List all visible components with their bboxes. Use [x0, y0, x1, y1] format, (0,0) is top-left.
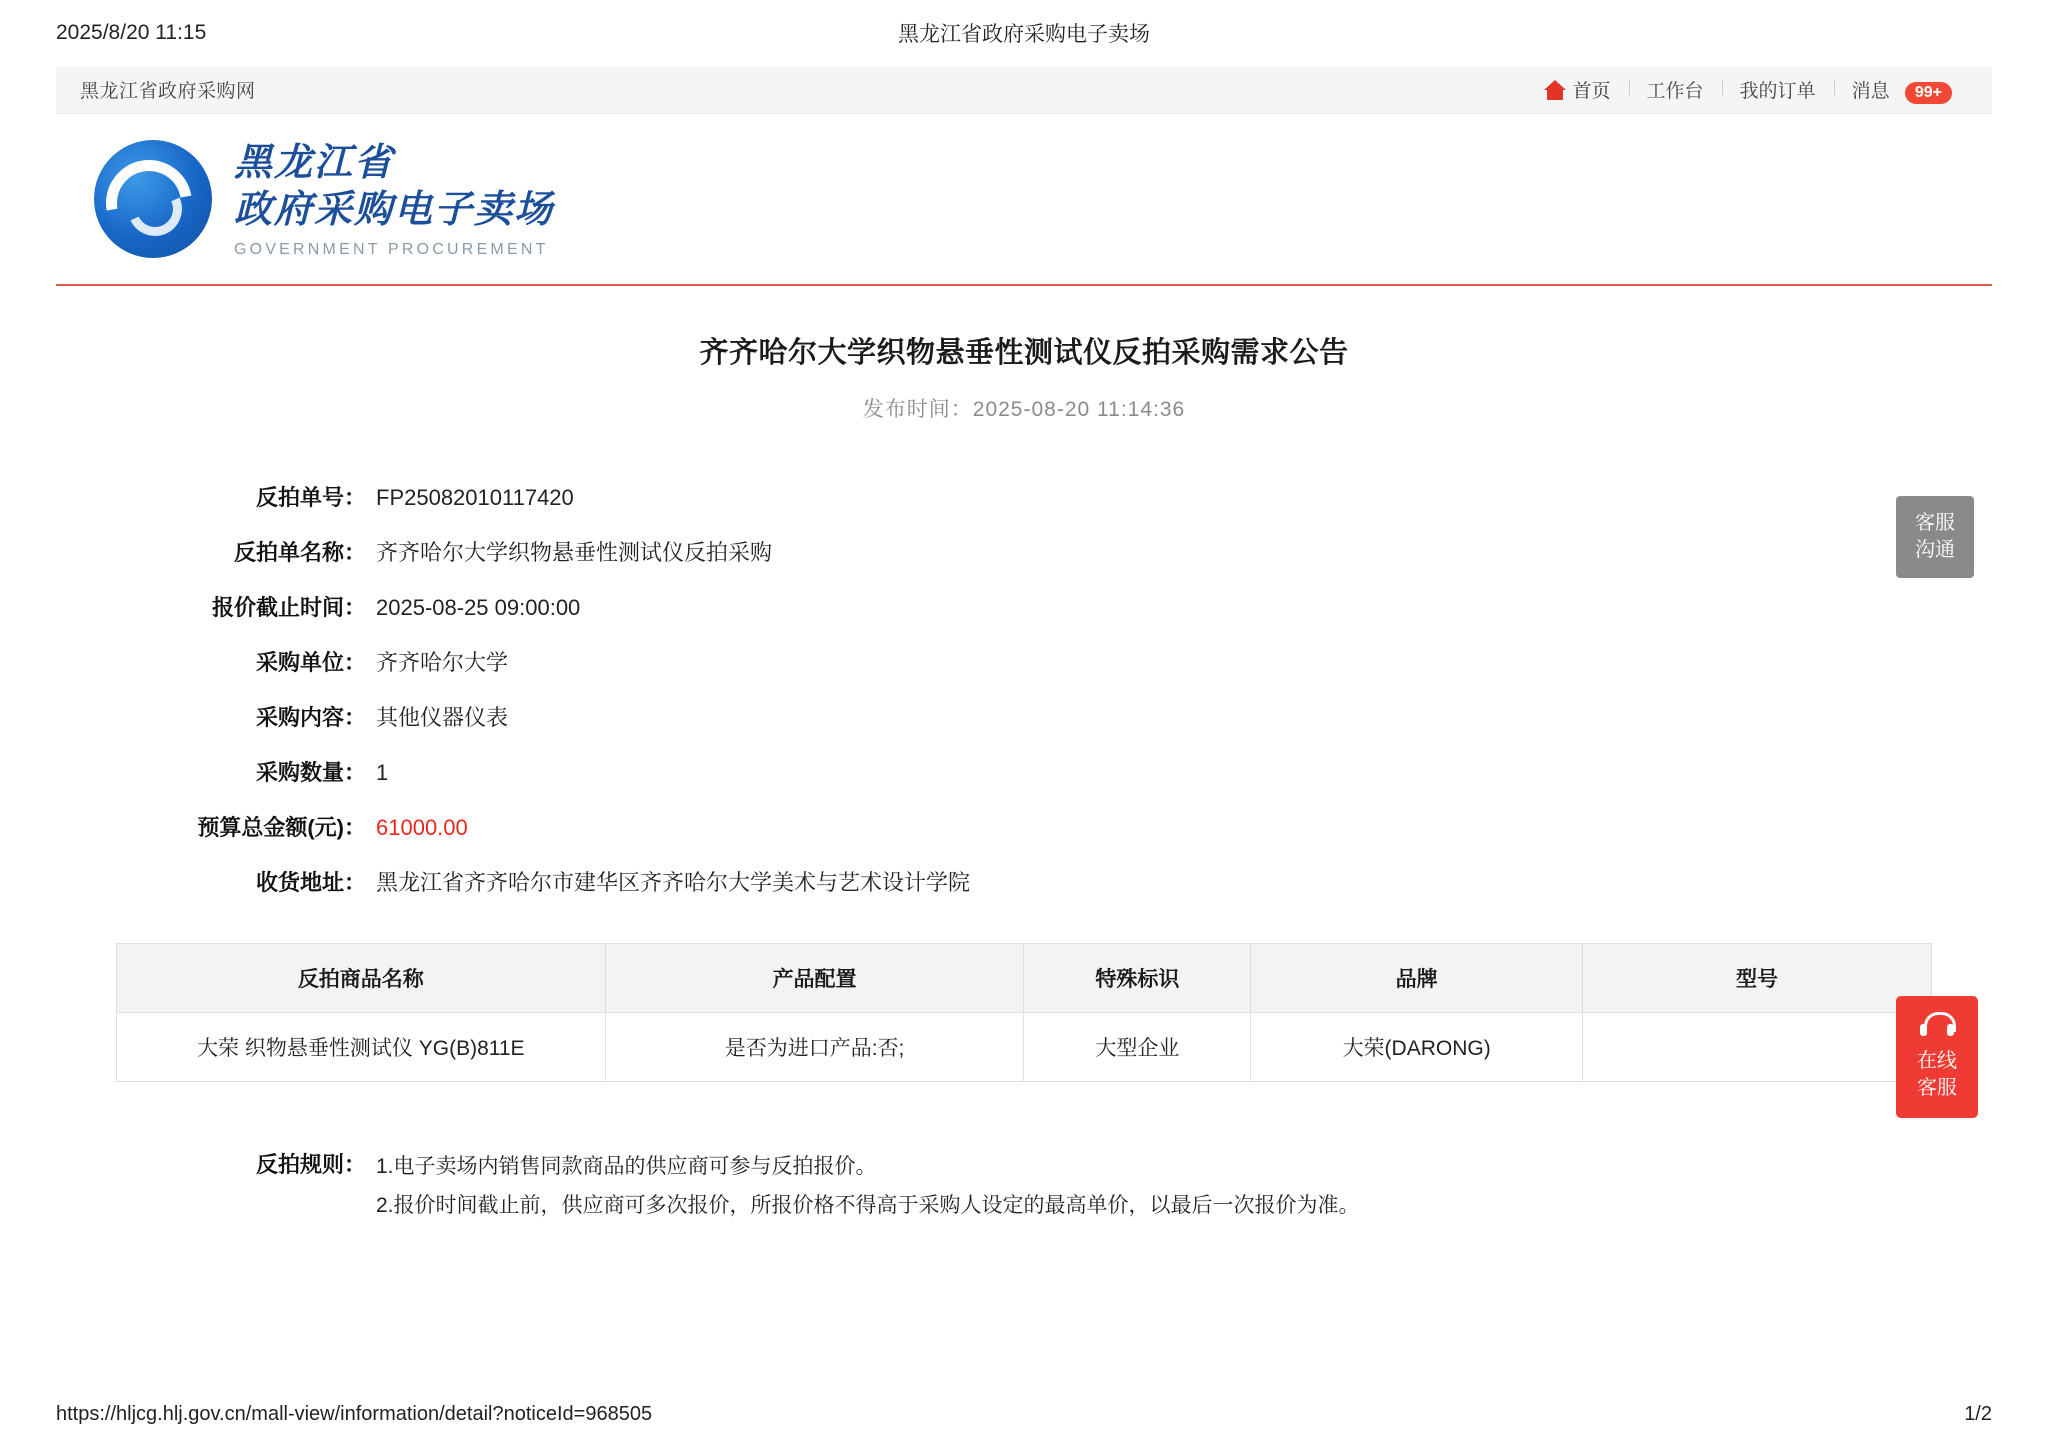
nav-item-workbench[interactable] — [1629, 76, 1722, 103]
field-row — [116, 591, 1932, 622]
field-label: 采购单位： — [255, 650, 366, 675]
nav-item-home-label: 首页 — [1572, 81, 1611, 102]
chat-label-line2: 沟通 — [1915, 539, 1955, 561]
cell-goods-config: 是否为进口产品:否; — [605, 1013, 1024, 1082]
field-label: 采购内容： — [255, 705, 366, 730]
customer-service-chat-button[interactable] — [1896, 496, 1974, 578]
logo-line-1: 黑龙江省 — [234, 141, 395, 184]
announcement-body — [56, 286, 1992, 1226]
cell-goods-mark: 大型企业 — [1024, 1013, 1251, 1082]
rules-label: 反拍规则： — [255, 1152, 366, 1177]
topbar-nav — [1526, 76, 1970, 103]
detail-fields — [116, 481, 1932, 897]
field-value: FP25082010117420 — [376, 485, 574, 510]
field-row — [116, 701, 1932, 732]
online-label-line2: 客服 — [1917, 1077, 1957, 1099]
page-title: 齐齐哈尔大学织物悬垂性测试仪反拍采购需求公告 — [699, 337, 1349, 369]
field-row — [116, 811, 1932, 842]
message-count-badge: 99+ — [1905, 82, 1952, 104]
cell-goods-name: 大荣 织物悬垂性测试仪 YG(B)811E — [117, 1013, 606, 1082]
online-service-button[interactable] — [1896, 996, 1978, 1118]
field-row — [116, 756, 1932, 787]
field-label: 收货地址： — [255, 870, 366, 895]
field-row — [116, 866, 1932, 897]
logo-mark-icon — [94, 140, 212, 258]
nav-item-home[interactable] — [1526, 76, 1629, 103]
field-value: 齐齐哈尔大学织物悬垂性测试仪反拍采购 — [376, 540, 773, 565]
site-name: 黑龙江省政府采购网 — [80, 81, 256, 102]
site-logo-zone — [56, 114, 1992, 286]
column-header-name: 反拍商品名称 — [117, 944, 606, 1013]
print-footer — [0, 1381, 2048, 1447]
print-header — [0, 0, 2048, 66]
field-label: 采购数量： — [255, 760, 366, 785]
budget-amount-value: 61000.00 — [376, 815, 468, 840]
footer-url: https://hljcg.hlj.gov.cn/mall-view/information/detail?noticeId=968505 — [56, 1402, 653, 1425]
goods-table — [116, 943, 1932, 1082]
footer-page-number: 1/2 — [1964, 1402, 1992, 1425]
logo-line-2: 政府采购电子卖场 — [234, 189, 555, 231]
column-header-mark: 特殊标识 — [1024, 944, 1251, 1013]
nav-item-my-orders[interactable] — [1722, 76, 1834, 103]
field-value: 2025-08-25 09:00:00 — [376, 595, 581, 620]
field-label: 反拍单名称： — [233, 540, 366, 565]
field-row — [116, 481, 1932, 512]
rules-line: 1.电子卖场内销售同款商品的供应商可参与反拍报价。 — [376, 1155, 877, 1178]
field-value: 黑龙江省齐齐哈尔市建华区齐齐哈尔大学美术与艺术设计学院 — [376, 870, 971, 895]
field-label: 预算总金额(元)： — [197, 815, 366, 840]
chat-label-line1: 客服 — [1915, 512, 1955, 534]
auction-rules — [116, 1148, 1932, 1226]
column-header-model: 型号 — [1582, 944, 1931, 1013]
rules-body — [376, 1148, 1360, 1226]
table-row — [117, 1013, 1932, 1082]
logo-line-3: GOVERNMENT PROCUREMENT — [234, 240, 549, 258]
rules-line: 2.报价时间截止前，供应商可多次报价，所报价格不得高于采购人设定的最高单价，以最后一次报价为准。 — [376, 1193, 1360, 1217]
field-value: 齐齐哈尔大学 — [376, 650, 509, 675]
cell-goods-brand: 大荣(DARONG) — [1251, 1013, 1583, 1082]
table-header-row — [117, 944, 1932, 1013]
column-header-config: 产品配置 — [605, 944, 1024, 1013]
headset-icon — [1920, 1012, 1954, 1038]
field-row — [116, 646, 1932, 677]
nav-item-workbench-label: 工作台 — [1646, 81, 1704, 102]
print-date: 2025/8/20 11:15 — [56, 21, 207, 44]
home-icon — [1544, 80, 1566, 100]
nav-item-messages[interactable] — [1834, 76, 1970, 103]
field-value: 1 — [376, 760, 389, 785]
logo-text — [234, 140, 554, 259]
nav-item-messages-label: 消息 — [1851, 81, 1890, 102]
field-label: 报价截止时间： — [211, 595, 366, 620]
page-content — [56, 66, 1992, 1381]
field-value: 其他仪器仪表 — [376, 705, 509, 730]
print-header-title: 黑龙江省政府采购电子卖场 — [897, 23, 1150, 46]
site-topbar — [56, 66, 1992, 114]
column-header-brand: 品牌 — [1251, 944, 1583, 1013]
nav-item-my-orders-label: 我的订单 — [1739, 81, 1816, 102]
field-row — [116, 536, 1932, 567]
online-label-line1: 在线 — [1917, 1050, 1957, 1072]
field-label: 反拍单号： — [255, 485, 366, 510]
cell-goods-model — [1582, 1013, 1931, 1082]
publish-time: 发布时间：2025-08-20 11:14:36 — [862, 398, 1186, 421]
